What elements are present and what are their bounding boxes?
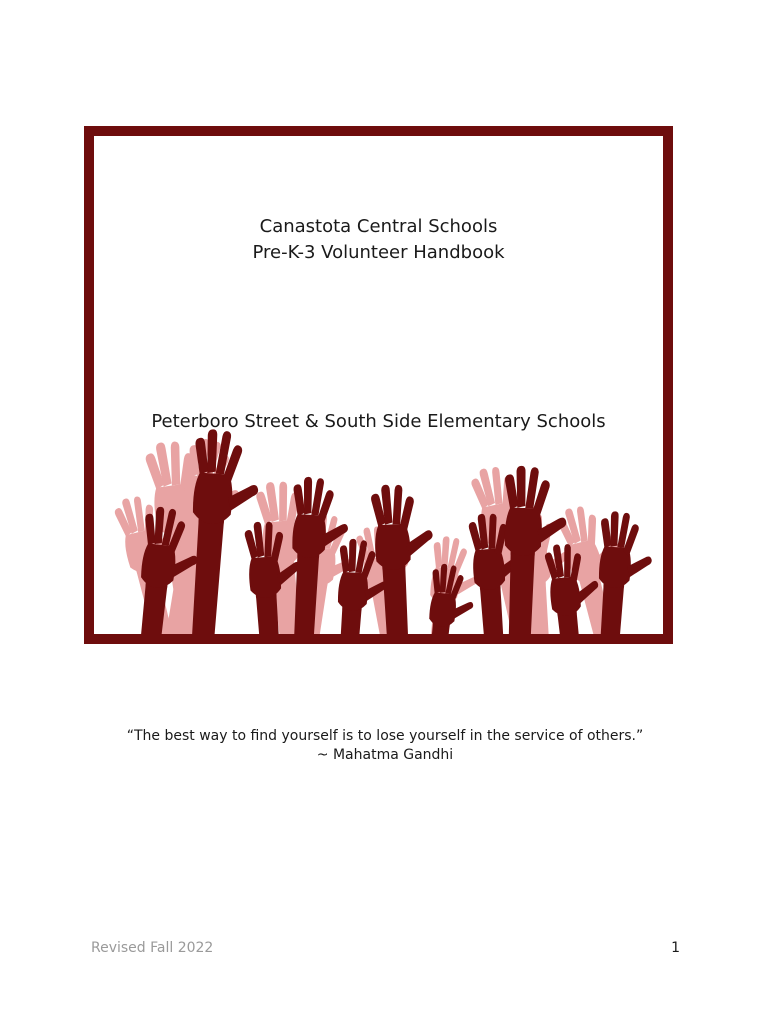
- raised-hands-illustration: [94, 424, 663, 634]
- cover-frame: [84, 126, 673, 644]
- quote-attribution: ~ Mahatma Gandhi: [316, 747, 454, 763]
- quote-text: “The best way to find yourself is to lose yourself in the service of others.”: [126, 728, 644, 744]
- cover-title-line-2: Pre-K-3 Volunteer Handbook: [252, 242, 505, 263]
- cover-title: [94, 214, 663, 266]
- cover-subtitle: Peterboro Street & South Side Elementary Schools: [151, 411, 606, 432]
- gandhi-quote: [60, 727, 710, 765]
- cover-title-line-1: Canastota Central Schools: [259, 216, 498, 237]
- revision-note: Revised Fall 2022: [91, 940, 214, 956]
- page-number: 1: [671, 940, 680, 956]
